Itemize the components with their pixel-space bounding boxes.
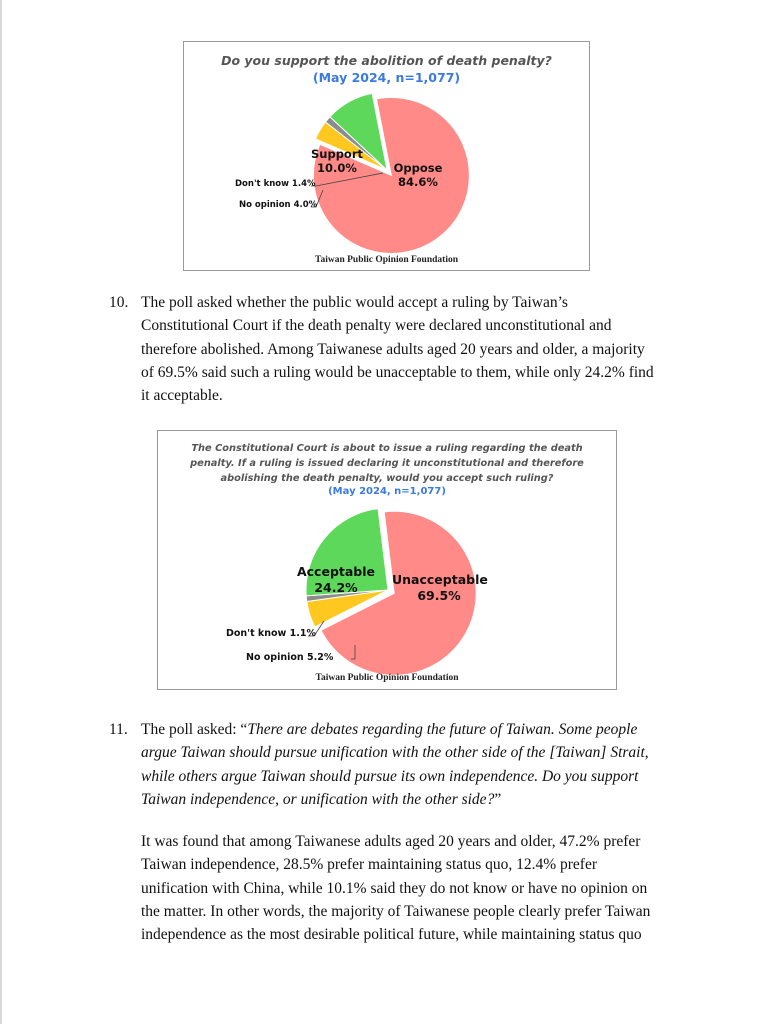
slice-label-dontknow: Don't know 1.1% [226, 628, 316, 639]
text-line: of 69.5% said such a ruling would be unacceptable to them, while only 24.2% find [141, 363, 654, 381]
pie-chart-1 [184, 42, 591, 272]
text-line: Taiwan independence, 28.5% prefer maintaining status quo, 12.4% prefer [141, 856, 598, 874]
slice-label-noopinion: No opinion 5.2% [246, 652, 334, 663]
chart-source: Taiwan Public Opinion Foundation [315, 673, 459, 683]
item-number: 10. [109, 294, 129, 311]
slice-label-noopinion: No opinion 4.0% [239, 200, 318, 210]
item-number: 11. [109, 721, 128, 738]
item-10 [109, 291, 681, 407]
text-line: independence as the most desirable political future, while maintaining status quo [141, 926, 642, 944]
text-line: It was found that among Taiwanese adults aged 20 years and older, 47.2% prefer [141, 833, 641, 850]
text-line: The poll asked whether the public would accept a ruling by Taiwan’s [141, 294, 568, 311]
slice-label-unacceptable: Unacceptable 69.5% [392, 572, 488, 603]
pie-chart-2 [158, 431, 618, 691]
chart-source: Taiwan Public Opinion Foundation [315, 255, 458, 265]
chart-title: The Constitutional Court is about to issue a ruling regarding the death penalty. If a ruling is issued declaring it unconstitutional and therefore abolishing the death penalty, would you accept such ruling? [190, 443, 584, 484]
text-line: the matter. In other words, the majority of Taiwanese people clearly prefer Taiwan [141, 902, 651, 920]
chart-subtitle: (May 2024, n=1,077) [312, 70, 461, 85]
text-line: it acceptable. [141, 387, 223, 405]
item-11 [109, 718, 681, 811]
text-line: The poll asked: “There are debates regarding the future of Taiwan. Some people [141, 721, 638, 738]
slice-label-dontknow: Don't know 1.4% [235, 179, 316, 189]
text-line: Taiwan independence, or unification with the other side?” [141, 790, 502, 808]
slice-label-acceptable: Acceptable 24.2% [296, 564, 376, 595]
slice-label-oppose: Oppose 84.6% [393, 161, 443, 190]
text-line: therefore abolished. Among Taiwanese adults aged 20 years and older, a majority [141, 340, 645, 358]
chart-death-penalty-abolition [183, 41, 590, 271]
page-left-edge [0, 0, 2, 1024]
chart-subtitle: (May 2024, n=1,077) [328, 486, 446, 497]
text-line: while others argue Taiwan should pursue its own independence. Do you support [141, 767, 639, 785]
text-line: unification with China, while 10.1% said they do not know or have no opinion on [141, 879, 648, 897]
item-11-findings [141, 830, 681, 946]
text-line: Constitutional Court if the death penalty were declared unconstitutional and [141, 317, 612, 335]
text-line: argue Taiwan should pursue unification with the other side of the [Taiwan] Strait, [141, 744, 649, 762]
chart-constitutional-ruling [157, 430, 617, 690]
slice-label-support: Support 10.0% [311, 147, 364, 176]
chart-title: Do you support the abolition of death penalty? [221, 53, 552, 68]
